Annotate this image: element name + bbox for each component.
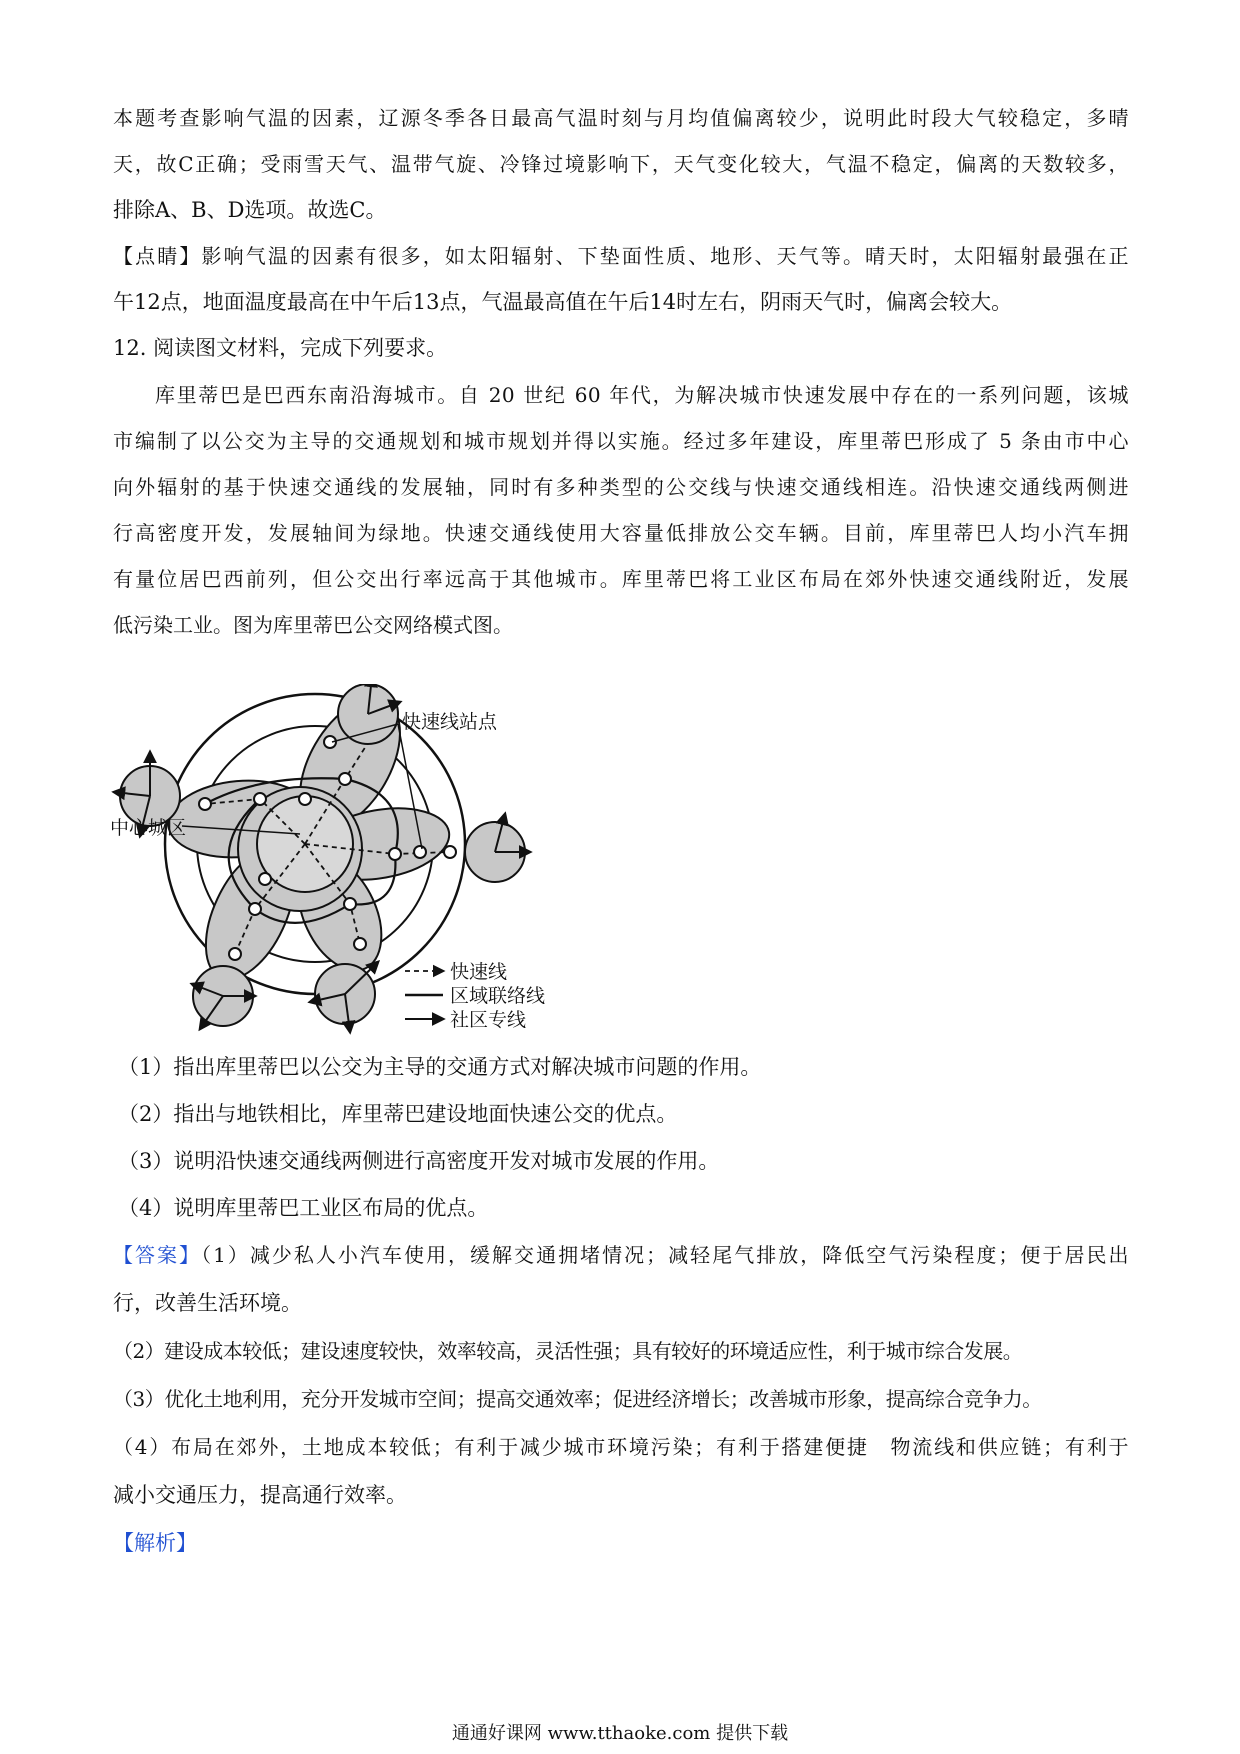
legend-community: 社区专线 (450, 1009, 527, 1031)
passage-line-2: 市编制了以公交为主导的交通规划和城市规划并得以实施。经过多年建设，库里蒂巴形成了 5 条由市中心 (113, 429, 1129, 453)
passage-line-1: 库里蒂巴是巴西东南沿海城市。自 20 世纪 60 年代，为解决城市快速发展中存在的一系列问题，该城 (155, 383, 1129, 407)
tip-line-2: 午12点，地面温度最高在中午后13点，气温最高值在午后14时左右，阴雨天气时，偏离会较大。 (113, 290, 1013, 314)
page-footer: 通通好课网 www.tthaoke.com 提供下载 (451, 1723, 789, 1744)
answer-label: 【答案】 (113, 1243, 202, 1267)
passage-line-3: 向外辐射的基于快速交通线的发展轴，同时有多种类型的公交线与快速交通线相连。沿快速交通线两侧进 (113, 475, 1129, 499)
answer-line-4: （3）优化土地利用，充分开发城市空间；提高交通效率；促进经济增长；改善城市形象，提高综合竞争力。 (113, 1387, 1042, 1411)
passage-line-6: 低污染工业。图为库里蒂巴公交网络模式图。 (113, 613, 513, 637)
legend-express: 快速线 (450, 961, 508, 983)
bus-network-diagram (110, 684, 630, 1039)
answer-line-3: （2）建设成本较低；建设速度较快，效率较高，灵活性强；具有较好的环境适应性，利于城市综合发展。 (113, 1339, 1023, 1363)
answer-line-6: 减小交通压力，提高通行效率。 (113, 1483, 407, 1507)
label-center: 中心城区 (110, 817, 187, 839)
sub-question-2: （2）指出与地铁相比，库里蒂巴建设地面快速公交的优点。 (118, 1102, 678, 1126)
sub-question-1: （1）指出库里蒂巴以公交为主导的交通方式对解决城市问题的作用。 (118, 1055, 762, 1079)
answer-text-1: （1）减少私人小汽车使用，缓解交通拥堵情况；减轻尾气排放，降低空气污染程度；便于居民出 (201, 1243, 1130, 1267)
explanation-line-3: 排除A、B、D选项。故选C。 (113, 198, 387, 222)
explanation-line-1: 本题考查影响气温的因素，辽源冬季各日最高气温时刻与月均值偏离较少，说明此时段大气较稳定，多晴 (113, 106, 1129, 130)
question-heading: 12. 阅读图文材料，完成下列要求。 (113, 336, 448, 360)
passage-line-4: 行高密度开发，发展轴间为绿地。快速交通线使用大容量低排放公交车辆。目前，库里蒂巴人均小汽车拥 (113, 521, 1129, 545)
passage-line-5: 有量位居巴西前列，但公交出行率远高于其他城市。库里蒂巴将工业区布局在郊外快速交通线附近，发展 (113, 567, 1129, 591)
tip-label: 【点睛】 (113, 244, 202, 268)
diagram-legend (405, 961, 545, 1031)
tip-line-1 (113, 242, 1129, 270)
sub-question-3: （3）说明沿快速交通线两侧进行高密度开发对城市发展的作用。 (118, 1149, 720, 1173)
sub-question-4: （4）说明库里蒂巴工业区布局的优点。 (118, 1196, 489, 1220)
legend-regional: 区域联络线 (450, 985, 546, 1007)
answer-line-5: （4）布局在郊外，土地成本较低；有利于减少城市环境污染；有利于搭建便捷 物流线和供应链；有利于 (113, 1435, 1129, 1459)
explanation-line-2: 天，故C正确；受雨雪天气、温带气旋、冷锋过境影响下，天气变化较大，气温不稳定，偏离的天数较多， (113, 152, 1129, 176)
analysis-label: 【解析】 (113, 1531, 197, 1555)
label-station: 快速线站点 (402, 711, 498, 733)
tip-text-1: 影响气温的因素有很多，如太阳辐射、下垫面性质、地形、天气等。晴天时，太阳辐射最强在正 (201, 244, 1130, 268)
answer-line-1 (113, 1241, 1129, 1269)
answer-line-2: 行，改善生活环境。 (113, 1291, 302, 1315)
